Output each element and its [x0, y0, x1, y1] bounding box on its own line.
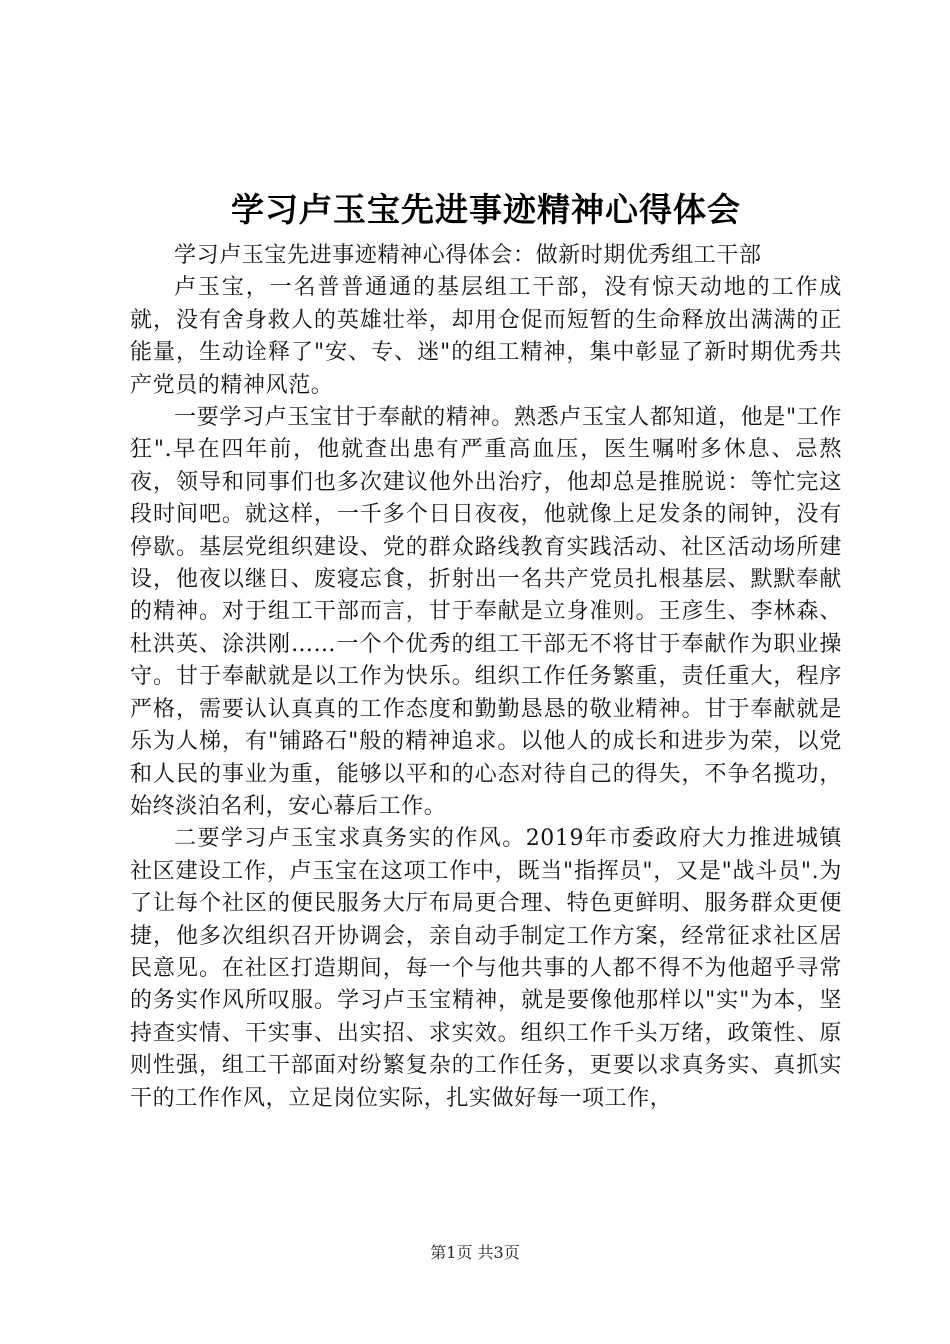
- paragraph-dedication: 一要学习卢玉宝甘于奉献的精神。熟悉卢玉宝人都知道，他是"工作狂".早在四年前，他就查出患有严重高血压，医生嘱咐多休息、忌熬夜，领导和同事们也多次建议他外出治疗，他却总是推脱说：等忙完这段时间吧。就这样，一千多个日日夜夜，他就像上足发条的闹钟，没有停歇。基层党组织建设、党的群众路线教育实践活动、社区活动场所建设，他夜以继日、废寝忘食，折射出一名共产党员扎根基层、默默奉献的精神。对于组工干部而言，甘于奉献是立身准则。王彦生、李林森、杜洪英、涂洪刚……一个个优秀的组工干部无不将甘于奉献作为职业操守。甘于奉献就是以工作为快乐。组织工作任务繁重，责任重大，程序严格，需要认认真真的工作态度和勤勤恳恳的敬业精神。甘于奉献就是乐为人梯，有"铺路石"般的精神追求。以他人的成长和进步为荣，以党和人民的事业为重，能够以平和的心态对待自己的得失，不争名揽功，始终淡泊名利，安心幕后工作。: [130, 405, 842, 819]
- document-page: [130, 182, 842, 1115]
- document-title: 学习卢玉宝先进事迹精神心得体会: [231, 190, 741, 229]
- paragraph-intro: 卢玉宝，一名普普通通的基层组工干部，没有惊天动地的工作成就，没有舍身救人的英雄壮举，却用仓促而短暂的生命释放出满满的正能量，生动诠释了"安、专、迷"的组工精神，集中彰显了新时期优秀共产党员的精神风范。: [130, 275, 842, 398]
- page-footer: 第1页 共3页: [430, 1243, 520, 1262]
- paragraph-pragmatism: 二要学习卢玉宝求真务实的作风。2019年市委政府大力推进城镇社区建设工作，卢玉宝在这项工作中，既当"指挥员"，又是"战斗员".为了让每个社区的便民服务大厅布局更合理、特色更鲜明、服务群众更便捷，他多次组织召开协调会，亲自动手制定工作方案，经常征求社区居民意见。在社区打造期间，每一个与他共事的人都不得不为他超乎寻常的务实作风所叹服。学习卢玉宝精神，就是要像他那样以"实"为本，坚持查实情、干实事、出实招、求实效。组织工作千头万绪，政策性、原则性强，组工干部面对纷繁复杂的工作任务，更要以求真务实、真抓实干的工作作风，立足岗位实际，扎实做好每一项工作，: [130, 826, 842, 1111]
- paragraph-subtitle: 学习卢玉宝先进事迹精神心得体会：做新时期优秀组工干部: [174, 243, 762, 268]
